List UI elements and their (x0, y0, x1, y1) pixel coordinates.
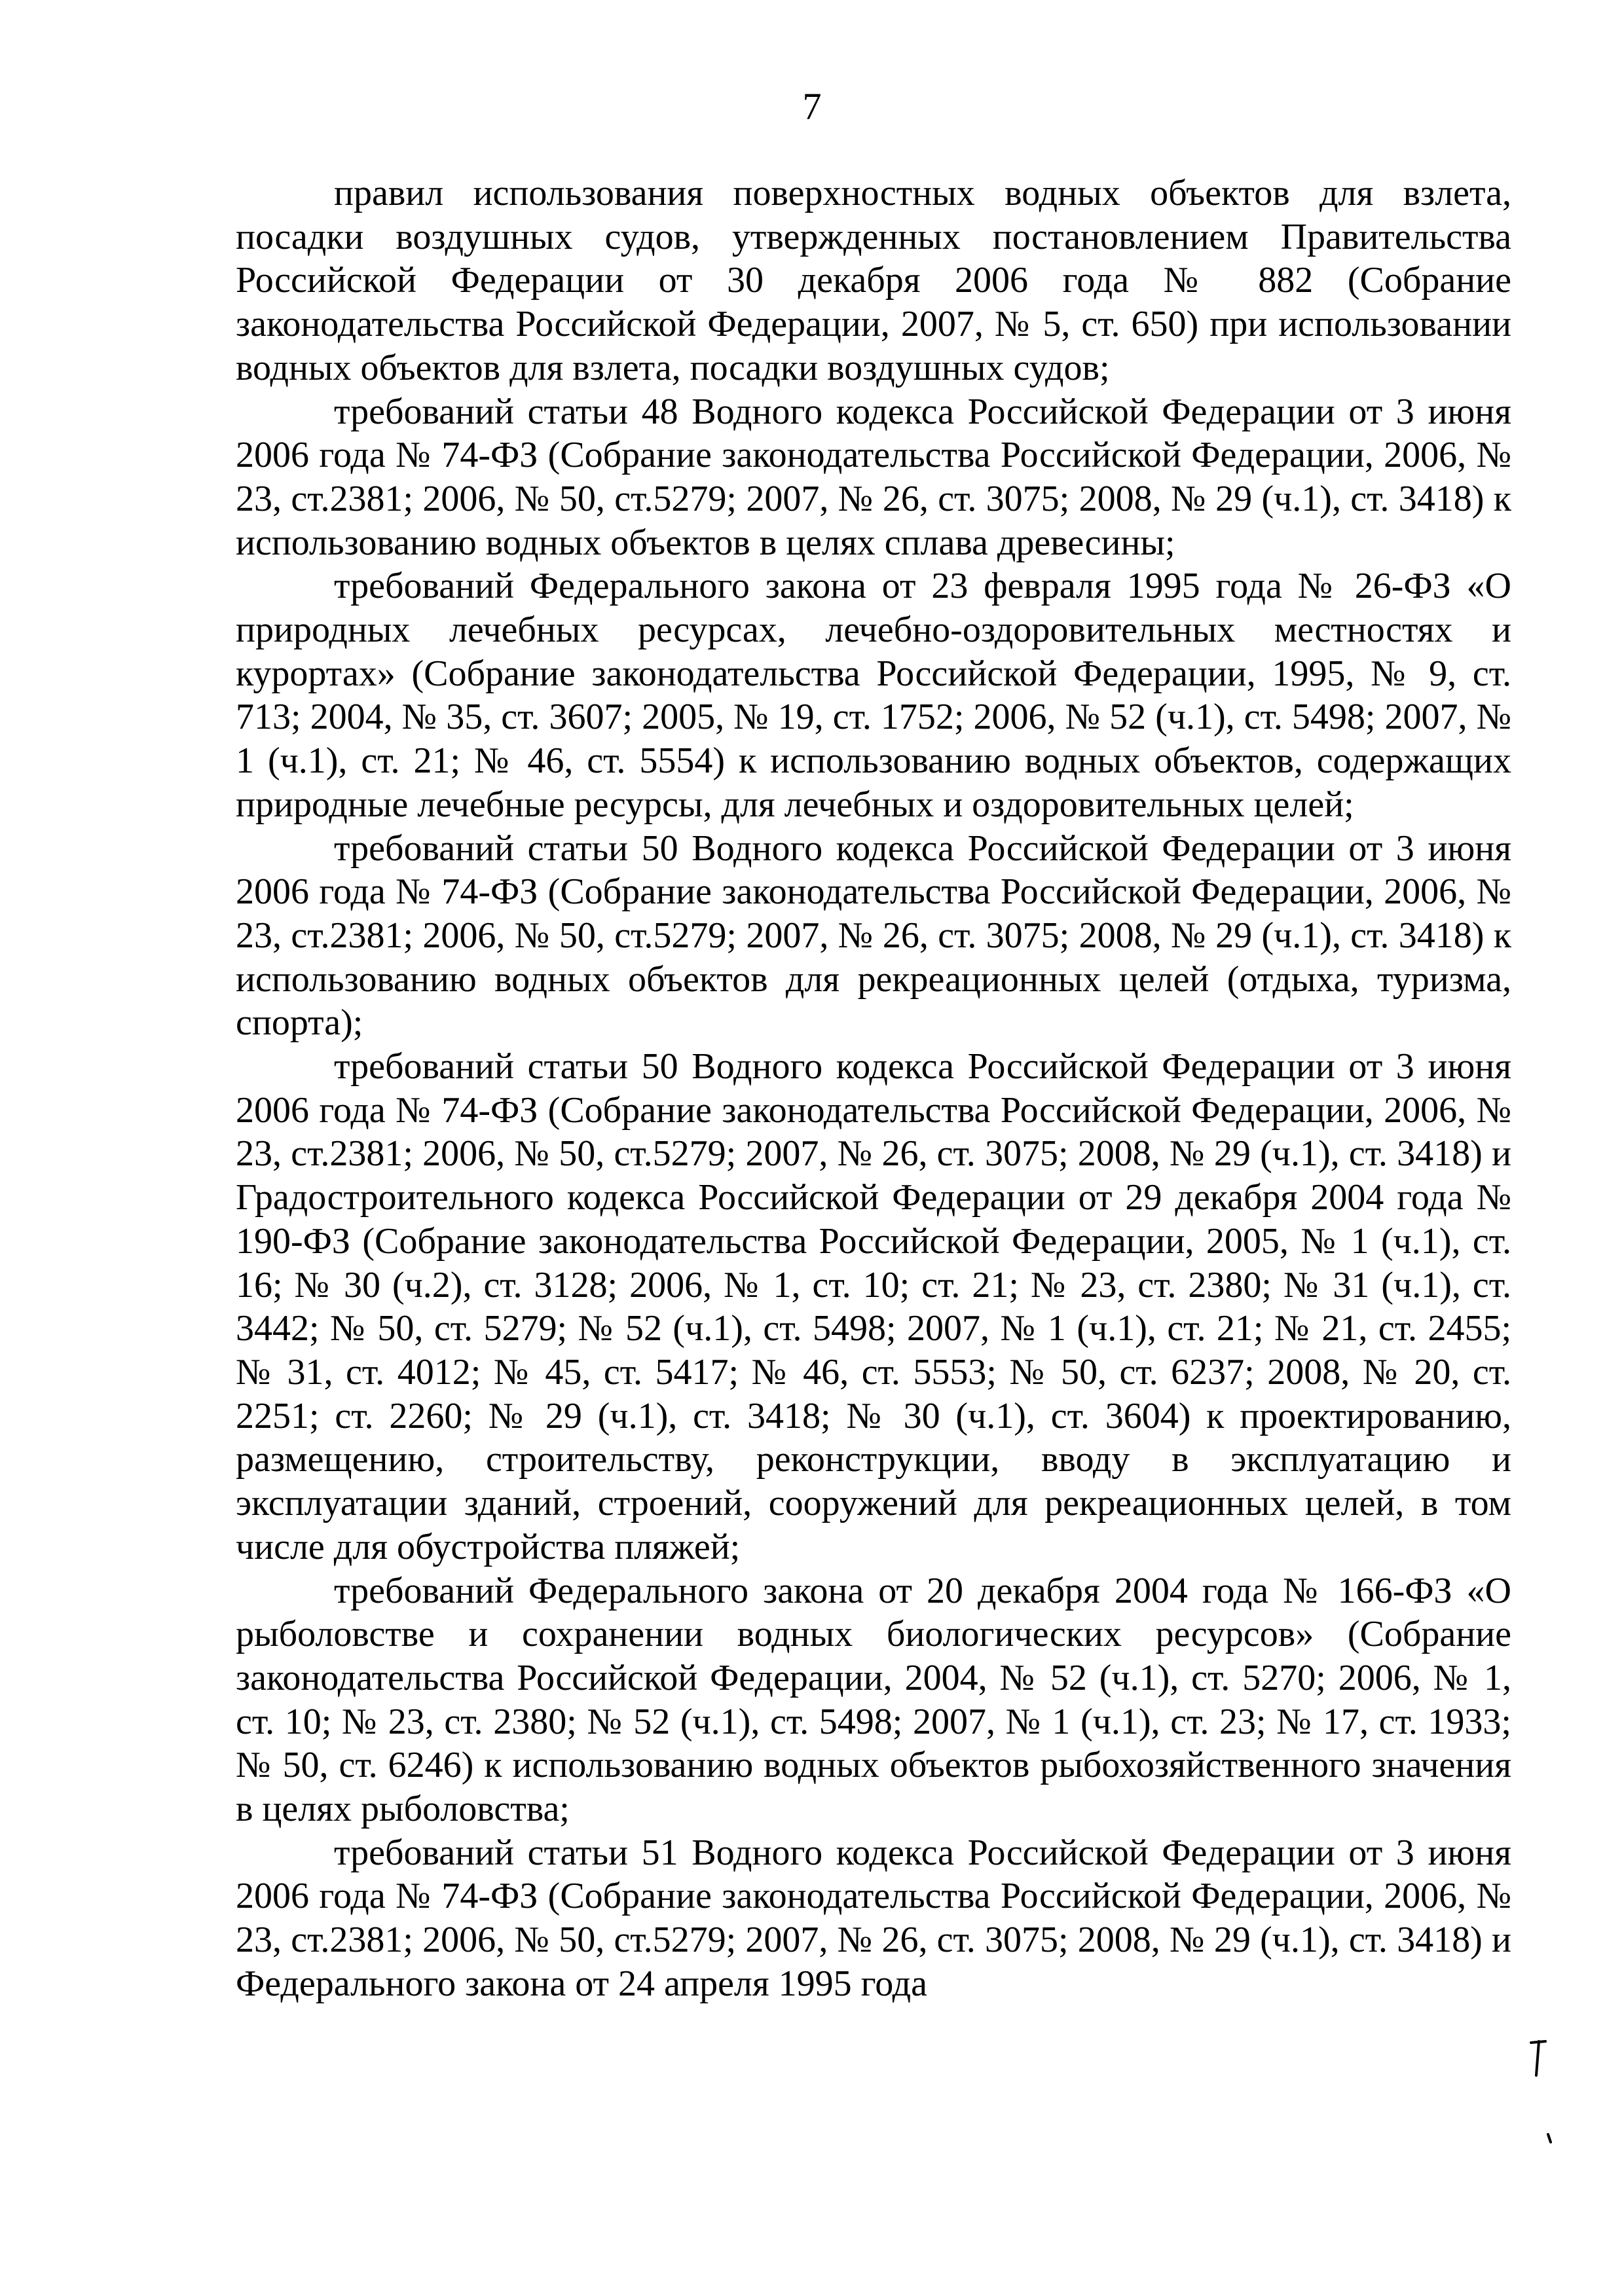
document-body (236, 172, 1511, 2006)
paragraph: требований статьи 51 Водного кодекса Российской Федерации от 3 июня 2006 года № 74-ФЗ (Собрание законодательства Российской Федерации, 2006, № 23, ст.2381; 2006, № 50, ст.5279; 2007, № 26, ст. 3075; 2008, № 29 (ч.1), ст. 3418) и Федерального закона от 24 апреля 1995 года (236, 1832, 1511, 2004)
paragraph: требований статьи 50 Водного кодекса Российской Федерации от 3 июня 2006 года № 74-ФЗ (Собрание законодательства Российской Федерации, 2006, № 23, ст.2381; 2006, № 50, ст.5279; 2007, № 26, ст. 3075; 2008, № 29 (ч.1), ст. 3418) к использованию водных объектов для рекреационных целей (отдыха, туризма, спорта); (236, 828, 1511, 1044)
page-number: 7 (802, 85, 822, 128)
paragraph: требований статьи 48 Водного кодекса Российской Федерации от 3 июня 2006 года № 74-ФЗ (Собрание законодательства Российской Федерации, 2006, № 23, ст.2381; 2006, № 50, ст.5279; 2007, № 26, ст. 3075; 2008, № 29 (ч.1), ст. 3418) к использованию водных объектов в целях сплава древесины; (236, 391, 1511, 563)
paragraph: требований Федерального закона от 23 февраля 1995 года № 26-ФЗ «О природных лечебных ресурсах, лечебно-оздоровительных местностях и курортах» (Собрание законодательства Российской Федерации, 1995, № 9, ст. 713; 2004, № 35, ст. 3607; 2005, № 19, ст. 1752; 2006, № 52 (ч.1), ст. 5498; 2007, № 1 (ч.1), ст. 21; № 46, ст. 5554) к использованию водных объектов, содержащих природные лечебные ресурсы, для лечебных и оздоровительных целей; (236, 566, 1511, 825)
handwritten-margin-mark (1519, 2036, 1559, 2160)
paragraph: требований Федерального закона от 20 декабря 2004 года № 166-ФЗ «О рыболовстве и сохранении водных биологических ресурсов» (Собрание законодательства Российской Федерации, 2004, № 52 (ч.1), ст. 5270; 2006, № 1, ст. 10; № 23, ст. 2380; № 52 (ч.1), ст. 5498; 2007, № 1 (ч.1), ст. 23; № 17, ст. 1933; № 50, ст. 6246) к использованию водных объектов рыбохозяйственного значения в целях рыболовства; (236, 1570, 1511, 1830)
paragraph: правил использования поверхностных водных объектов для взлета, посадки воздушных судов, утвержденных постановлением Правительства Российской Федерации от 30 декабря 2006 года № 882 (Собрание законодательства Российской Федерации, 2007, № 5, ст. 650) при использовании водных объектов для взлета, посадки воздушных судов; (236, 173, 1511, 388)
paragraph: требований статьи 50 Водного кодекса Российской Федерации от 3 июня 2006 года № 74-ФЗ (Собрание законодательства Российской Федерации, 2006, № 23, ст.2381; 2006, № 50, ст.5279; 2007, № 26, ст. 3075; 2008, № 29 (ч.1), ст. 3418) и Градостроительного кодекса Российской Федерации от 29 декабря 2004 года № 190-ФЗ (Собрание законодательства Российской Федерации, 2005, № 1 (ч.1), ст. 16; № 30 (ч.2), ст. 3128; 2006, № 1, ст. 10; ст. 21; № 23, ст. 2380; № 31 (ч.1), ст. 3442; № 50, ст. 5279; № 52 (ч.1), ст. 5498; 2007, № 1 (ч.1), ст. 21; № 21, ст. 2455; № 31, ст. 4012; № 45, ст. 5417; № 46, ст. 5553; № 50, ст. 6237; 2008, № 20, ст. 2251; ст. 2260; № 29 (ч.1), ст. 3418; № 30 (ч.1), ст. 3604) к проектированию, размещению, строительству, реконструкции, вводу в эксплуатацию и эксплуатации зданий, строений, сооружений для рекреационных целей, в том числе для обустройства пляжей; (236, 1046, 1511, 1567)
